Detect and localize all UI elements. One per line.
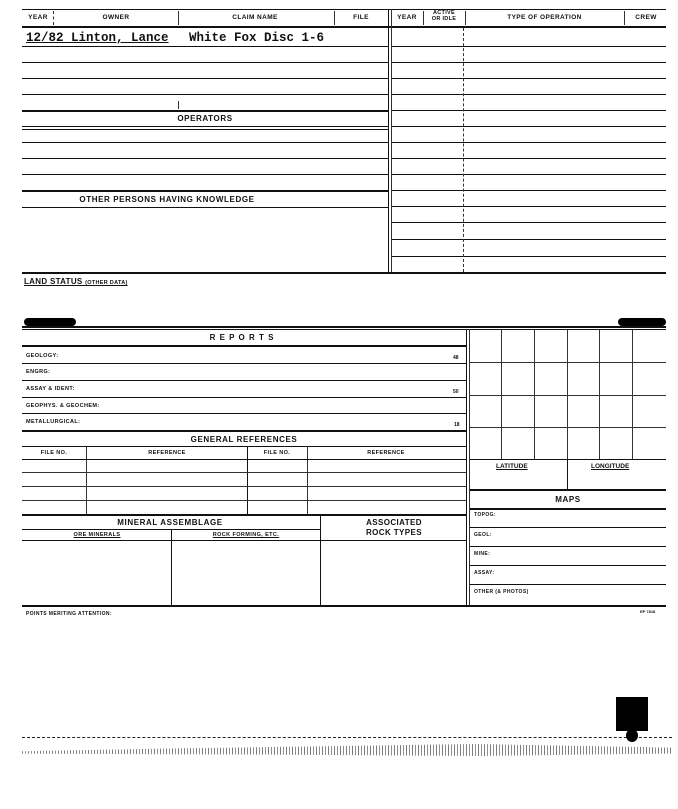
row-line bbox=[22, 46, 388, 47]
row-line bbox=[470, 584, 666, 585]
rock-forming-header: ROCK FORMING, ETC. bbox=[212, 532, 280, 538]
other-persons-title: OTHER PERSONS HAVING KNOWLEDGE bbox=[79, 195, 255, 204]
main-divider-inner bbox=[391, 9, 392, 273]
points-meriting-attention-label: POINTS MERITING ATTENTION: bbox=[26, 611, 112, 617]
scan-mark bbox=[24, 318, 76, 326]
grid-line bbox=[470, 362, 666, 363]
header-owner: OWNER bbox=[102, 14, 130, 21]
divider bbox=[53, 11, 54, 25]
row-line bbox=[392, 174, 666, 175]
grid-line bbox=[171, 529, 172, 606]
row-line bbox=[392, 142, 666, 143]
header-active-idle: ACTIVE OR IDLE bbox=[431, 10, 457, 22]
grid-line bbox=[307, 446, 308, 514]
divider bbox=[624, 11, 625, 25]
row-line bbox=[392, 190, 666, 191]
scan-mark bbox=[618, 318, 666, 326]
divider bbox=[178, 11, 179, 25]
latitude-label: LATITUDE bbox=[496, 463, 528, 470]
row-line bbox=[22, 158, 388, 159]
ref-header-file-no-2: FILE NO. bbox=[263, 450, 291, 456]
row-line bbox=[22, 540, 466, 541]
row-line bbox=[22, 174, 388, 175]
row-line bbox=[22, 500, 466, 501]
header-year: YEAR bbox=[28, 14, 48, 21]
row-line bbox=[22, 430, 466, 432]
scan-noise-line bbox=[22, 737, 672, 738]
longitude-label: LONGITUDE bbox=[591, 463, 630, 470]
map-assay-label: ASSAY: bbox=[474, 570, 495, 576]
row-line bbox=[392, 206, 666, 207]
row-line bbox=[470, 546, 666, 547]
row-line bbox=[392, 126, 666, 127]
lat-long-divider bbox=[567, 459, 568, 489]
active-idle-dashed bbox=[463, 28, 464, 272]
report-geology-label: GEOLOGY: bbox=[26, 353, 59, 359]
map-mine-label: MINE: bbox=[474, 551, 491, 557]
entry-claim-name[interactable]: White Fox Disc 1-6 bbox=[189, 31, 325, 45]
row-line bbox=[22, 446, 466, 447]
other-persons-top-border bbox=[22, 190, 388, 192]
operators-title: OPERATORS bbox=[177, 114, 233, 123]
row-line bbox=[392, 256, 666, 257]
tick bbox=[178, 101, 179, 109]
scan-noise bbox=[22, 744, 672, 756]
row-line bbox=[22, 514, 466, 516]
table-top-border bbox=[22, 9, 666, 10]
header-op-year: YEAR bbox=[397, 14, 417, 21]
report-metallurgical-label: METALLURGICAL: bbox=[26, 419, 81, 425]
row-line bbox=[22, 94, 388, 95]
divider bbox=[334, 11, 335, 25]
row-line bbox=[22, 363, 466, 364]
row-line bbox=[22, 62, 388, 63]
row-line bbox=[22, 380, 466, 381]
header-type-of-operation: TYPE OF OPERATION bbox=[507, 14, 582, 21]
map-geol-label: GEOL: bbox=[474, 532, 492, 538]
ref-header-reference-2: REFERENCE bbox=[367, 450, 405, 456]
grid-line bbox=[320, 514, 321, 606]
report-assay-code: 50 bbox=[453, 389, 459, 395]
scan-mark bbox=[626, 729, 638, 742]
entry-owner[interactable]: Linton, Lance bbox=[71, 31, 169, 45]
row-line bbox=[22, 78, 388, 79]
form-bottom-border bbox=[22, 605, 666, 607]
row-line bbox=[470, 527, 666, 528]
report-engrg-label: ENGRG: bbox=[26, 369, 51, 375]
row-line bbox=[392, 158, 666, 159]
row-line bbox=[22, 345, 466, 347]
report-metallurgical-code: 18 bbox=[454, 422, 460, 428]
map-topog-label: TOPOG: bbox=[474, 512, 497, 518]
grid-line bbox=[247, 446, 248, 514]
right-block-divider bbox=[466, 329, 467, 606]
row-line bbox=[392, 239, 666, 240]
header-bottom-border bbox=[22, 26, 666, 28]
row-line bbox=[470, 565, 666, 566]
row-line bbox=[22, 413, 466, 414]
row-line bbox=[392, 62, 666, 63]
row-line bbox=[470, 508, 666, 510]
row-line bbox=[22, 397, 466, 398]
row-line bbox=[22, 126, 388, 127]
grid-line bbox=[470, 459, 666, 460]
grid-line bbox=[470, 427, 666, 428]
operators-top-border bbox=[22, 110, 388, 112]
grid-line bbox=[86, 446, 87, 514]
maps-title: MAPS bbox=[555, 495, 581, 504]
row-line bbox=[392, 46, 666, 47]
row-line bbox=[392, 222, 666, 223]
entry-year-owner[interactable] bbox=[26, 31, 169, 45]
form-code: EP 7818 bbox=[640, 609, 656, 614]
row-line bbox=[392, 94, 666, 95]
row-line bbox=[22, 486, 466, 487]
row-line bbox=[22, 142, 388, 143]
reports-top-border bbox=[22, 326, 666, 328]
entry-year[interactable]: 12/82 bbox=[26, 31, 64, 45]
row-line bbox=[22, 129, 388, 130]
general-references-title: GENERAL REFERENCES bbox=[190, 435, 298, 444]
row-line bbox=[22, 472, 466, 473]
row-line bbox=[392, 78, 666, 79]
scan-mark bbox=[616, 697, 648, 731]
row-line bbox=[22, 459, 466, 460]
associated-rock-types-title: ASSOCIATED ROCK TYPES bbox=[365, 518, 422, 537]
land-status-label: LAND STATUS (OTHER DATA) bbox=[24, 277, 128, 286]
row-line bbox=[392, 110, 666, 111]
mineral-assemblage-title: MINERAL ASSEMBLAGE bbox=[117, 518, 223, 527]
main-divider bbox=[388, 9, 389, 273]
report-geophys-label: GEOPHYS. & GEOCHEM: bbox=[26, 403, 100, 409]
header-file: FILE bbox=[353, 14, 369, 21]
grid-line bbox=[470, 395, 666, 396]
ref-header-reference-1: REFERENCE bbox=[148, 450, 186, 456]
table-bottom-border bbox=[22, 272, 666, 274]
maps-top-border bbox=[470, 489, 666, 491]
header-crew: CREW bbox=[635, 14, 657, 21]
ore-minerals-header: ORE MINERALS bbox=[73, 532, 121, 538]
divider bbox=[465, 11, 466, 25]
header-claim-name: CLAIM NAME bbox=[232, 14, 278, 21]
map-other-label: OTHER (& PHOTOS) bbox=[474, 589, 529, 595]
ref-header-file-no-1: FILE NO. bbox=[40, 450, 68, 456]
report-geology-code: 48 bbox=[453, 355, 459, 361]
row-line bbox=[22, 207, 388, 208]
reports-title: R E P O R T S bbox=[209, 333, 275, 342]
report-assay-label: ASSAY & IDENT: bbox=[26, 386, 75, 392]
reports-top-border-2 bbox=[22, 329, 666, 330]
